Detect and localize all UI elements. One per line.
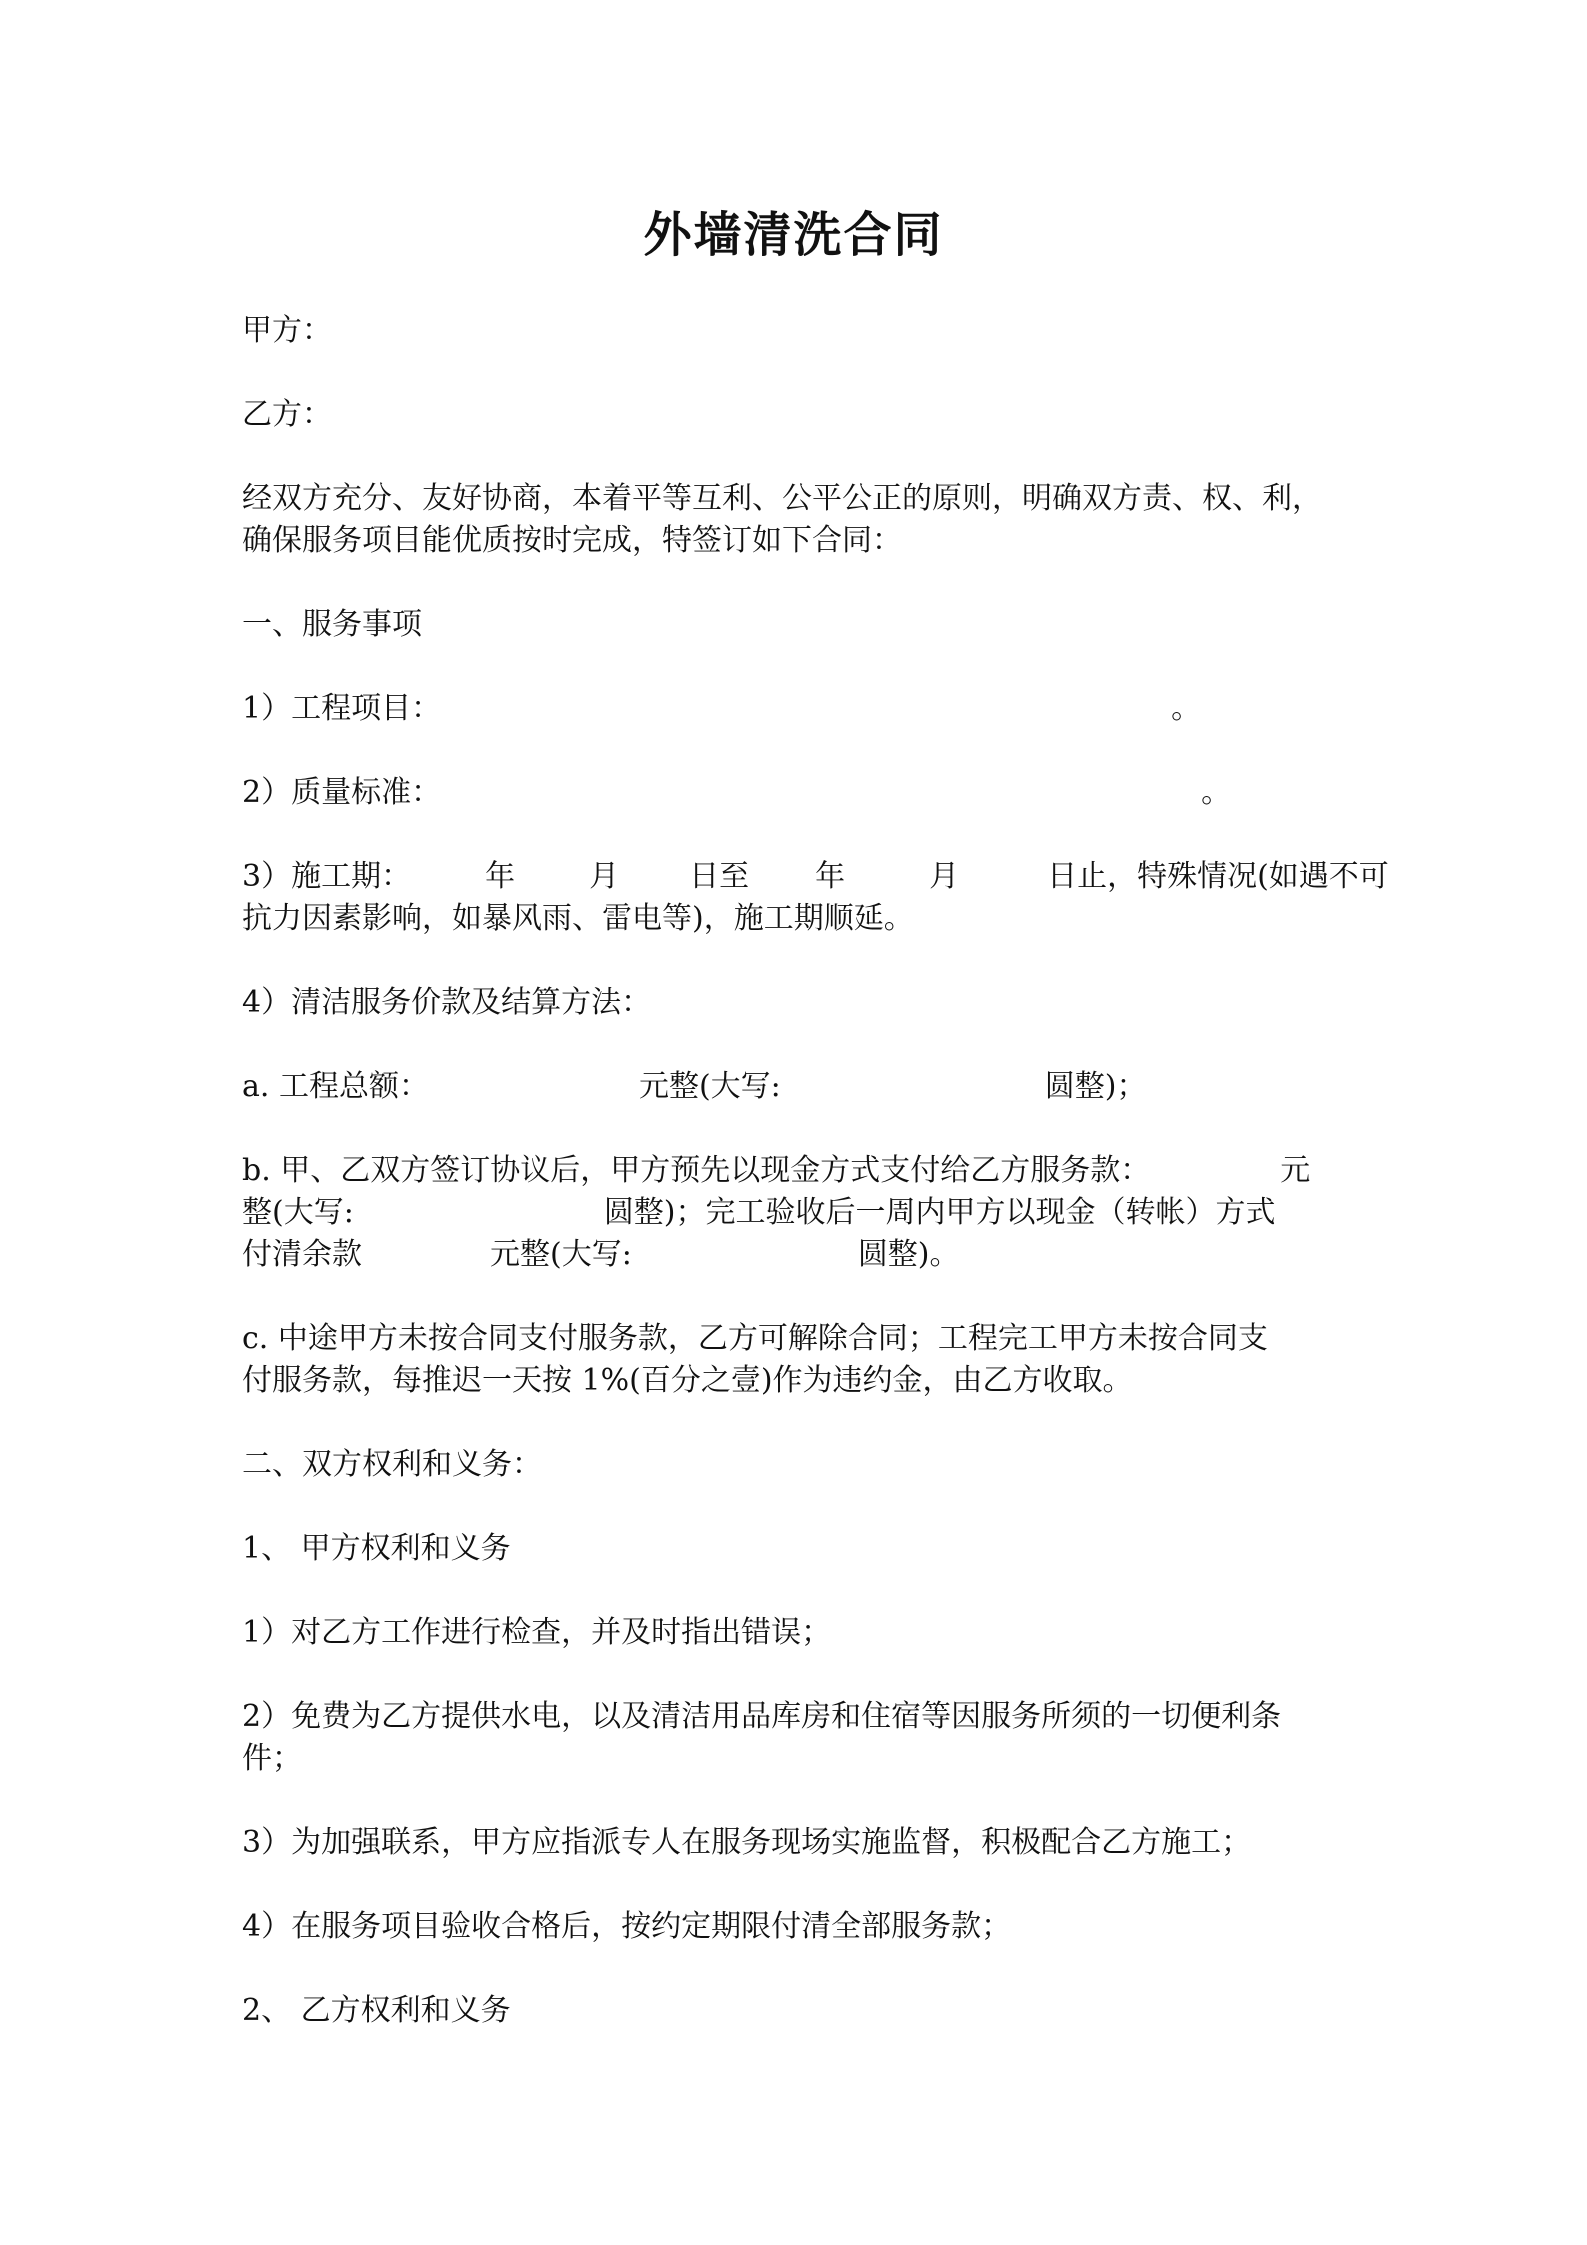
clause-b-l3-mid: 元整(大写: <box>490 1237 632 1272</box>
clause-b-l2-rest: 圆整)；完工验收后一周内甲方以现金（转帐）方式 <box>603 1195 1276 1230</box>
clause-b-text: b. 甲、乙双方签订协议后，甲方预先以现金方式支付给乙方服务款： <box>242 1153 1151 1188</box>
item-price-method: 4）清洁服务价款及结算方法： <box>242 985 652 1020</box>
clause-a <box>242 1066 1147 1108</box>
clause-a-label: a. 工程总额： <box>242 1069 429 1104</box>
clause-c-line-1: c. 中途甲方未按合同支付服务款，乙方可解除合同；工程完工甲方未按合同支 <box>242 1321 1268 1356</box>
item-project-end: 。 <box>1171 691 1202 726</box>
clause-c-line-2: 付服务款，每推迟一天按 1%(百分之壹)作为违约金，由乙方收取。 <box>242 1363 1133 1398</box>
item-quality <box>242 772 1231 814</box>
clause-b-l2-start: 整(大写: <box>242 1195 354 1230</box>
schedule-label: 3）施工期： <box>242 859 412 894</box>
duty-item-3: 3）为加强联系，甲方应指派专人在服务现场实施监督，积极配合乙方施工； <box>242 1825 1252 1860</box>
intro-line-2: 确保服务项目能优质按时完成，特签订如下合同： <box>242 523 902 558</box>
clause-b-yuan: 元 <box>1280 1153 1311 1188</box>
duty-item-2-line-1: 2）免费为乙方提供水电，以及清洁用品库房和住宿等因服务所须的一切便利条 <box>242 1699 1282 1734</box>
duty-item-1: 1）对乙方工作进行检查，并及时指出错误； <box>242 1615 832 1650</box>
schedule-day-1: 日至 <box>689 859 750 894</box>
party-a-label: 甲方： <box>242 313 332 348</box>
clause-a-end: 圆整)； <box>1044 1069 1147 1104</box>
item-quality-label: 2）质量标准： <box>242 775 442 810</box>
schedule-month-2: 月 <box>929 859 960 894</box>
schedule-year-1: 年 <box>485 859 516 894</box>
clause-b-l3-start: 付清余款 <box>242 1237 362 1272</box>
item-project <box>242 688 1201 730</box>
party-b-duties-heading: 2、 乙方权利和义务 <box>242 1993 511 2028</box>
clause-b-line-1 <box>242 1150 1310 1192</box>
item-quality-end: 。 <box>1201 775 1232 810</box>
duty-item-2-line-2: 件； <box>242 1741 302 1776</box>
item-project-label: 1）工程项目： <box>242 691 442 726</box>
party-b-label: 乙方： <box>242 397 332 432</box>
clause-a-mid: 元整(大写: <box>638 1069 781 1104</box>
section2-heading: 二、双方权利和义务： <box>242 1447 542 1482</box>
section1-heading: 一、服务事项 <box>242 607 422 642</box>
document-title: 外墙清洗合同 <box>643 207 944 263</box>
duty-item-4: 4）在服务项目验收合格后，按约定期限付清全部服务款； <box>242 1909 1012 1944</box>
clause-b-l3-end: 圆整)。 <box>857 1237 960 1272</box>
clause-b-line-3 <box>242 1234 960 1276</box>
schedule-day-2: 日止，特殊情况(如遇不可 <box>1047 859 1389 894</box>
intro-line-1: 经双方充分、友好协商，本着平等互利、公平公正的原则，明确双方责、权、利， <box>242 481 1322 516</box>
item-schedule-line-1 <box>242 856 1389 898</box>
schedule-year-2: 年 <box>815 859 846 894</box>
schedule-month-1: 月 <box>589 859 620 894</box>
item-schedule-line-2: 抗力因素影响，如暴风雨、雷电等)，施工期顺延。 <box>242 901 914 936</box>
party-a-duties-heading: 1、 甲方权利和义务 <box>242 1531 511 1566</box>
clause-b-line-2 <box>242 1192 1276 1234</box>
